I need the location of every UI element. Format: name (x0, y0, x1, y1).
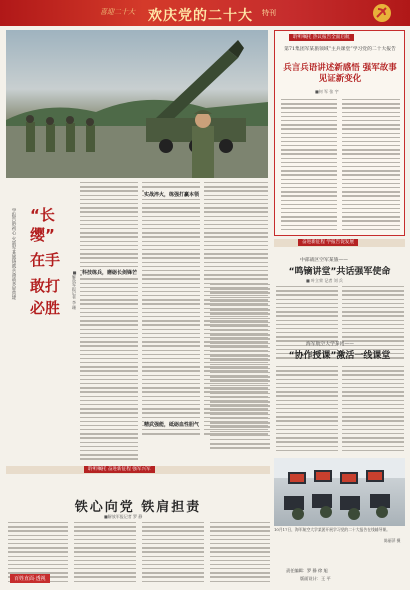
bottom-left-headline: 铁心向党 铁肩担责 (74, 500, 202, 515)
lead-section-head-2: 科技练兵，磨砺长剑锋芒 (82, 268, 140, 277)
top-right-byline: ■何 军 张 宇 (315, 89, 339, 94)
story-3-kicker: 海军航空大学某团—— (306, 342, 354, 347)
top-right-headline: 兵言兵语讲述新感悟 强军故事见证新变化 (283, 63, 397, 84)
bottom-left-body-col-3 (142, 522, 204, 585)
footer-page-label: 版面设计：王 平 (300, 576, 331, 581)
story-2-body-col-1 (210, 284, 270, 452)
lead-headline-part-1: “长 (30, 206, 55, 224)
lead-headline (30, 205, 66, 319)
story-2-byline: ■ 叶立荣 记者 刘 兵 (306, 278, 343, 283)
lead-body-col-1 (80, 182, 138, 463)
classroom-graphic (274, 458, 405, 526)
top-right-kicker: 第71集团军某旅领域“主兵课堂”学习党的二十大报告 (284, 47, 396, 52)
lead-headline-part-2: 缨” (30, 226, 55, 244)
missile-launcher-graphic (6, 30, 268, 178)
top-banner (0, 0, 410, 26)
bottom-left-byline: ■解放军报记者 罗 静 (104, 514, 143, 519)
story-3-photo-credit: 陈丽萍 摄 (384, 538, 401, 543)
middle-right-rule (274, 239, 405, 247)
bottom-left-rule (6, 466, 270, 474)
lead-headline-part-4: 敢打 (30, 277, 61, 295)
top-right-box (274, 30, 405, 236)
lead-subtitle: 学报告聆初心 火箭军某旅铸就兵备战多屏营建 (11, 208, 16, 300)
party-emblem-icon (372, 3, 392, 23)
footer-left-tag: 百姓直面·透视 (10, 574, 50, 583)
lead-section-head-1: 实战淬火，练强打赢本领 (144, 190, 204, 199)
top-right-tag: 聆听嘱托 热议报告全面启航 (289, 34, 354, 41)
story-3-body-col-2 (342, 366, 404, 454)
footer-credit: 责任编辑：罗 静 徐 旭 (286, 568, 328, 573)
story-3-caption: 10月17日，海军航空大学某团开展学习党的二十大报告在线辅导课。 (274, 527, 390, 532)
top-right-body-col-1 (281, 99, 337, 233)
lead-headline-part-5: 必胜 (30, 299, 61, 317)
lead-headline-part-3: 在手 (30, 251, 61, 269)
story-2-headline: “鸣镝讲堂”共话强军使命 (288, 267, 391, 277)
story-3-photo (274, 458, 405, 526)
bottom-left-body-col-2 (74, 522, 136, 585)
bottom-left-tag: 聆听嘱托 奋进新征程 强军兴军 (84, 466, 155, 473)
lead-photo (6, 30, 268, 178)
lead-byline: ■解放军报记者 李 珊 (72, 270, 77, 310)
story-3-headline: “协作授课”激活一线课堂 (288, 351, 391, 361)
lead-section-head-3: 精武强能，砥砺血性胆气 (144, 420, 204, 429)
banner-title: 欢庆党的二十大 (148, 8, 253, 24)
middle-right-tag: 奋进新征程 学报告促发展 (298, 239, 358, 246)
story-3-body-col-1 (276, 366, 338, 454)
banner-right-text: 特刊 (262, 9, 276, 17)
top-right-body-col-2 (342, 99, 400, 233)
bottom-left-body-col-4 (210, 522, 270, 585)
banner-left-text: 喜迎二十大 (100, 8, 135, 16)
lead-body-col-2 (142, 182, 200, 437)
story-2-kicker: 中部战区空军某旅—— (300, 258, 348, 263)
